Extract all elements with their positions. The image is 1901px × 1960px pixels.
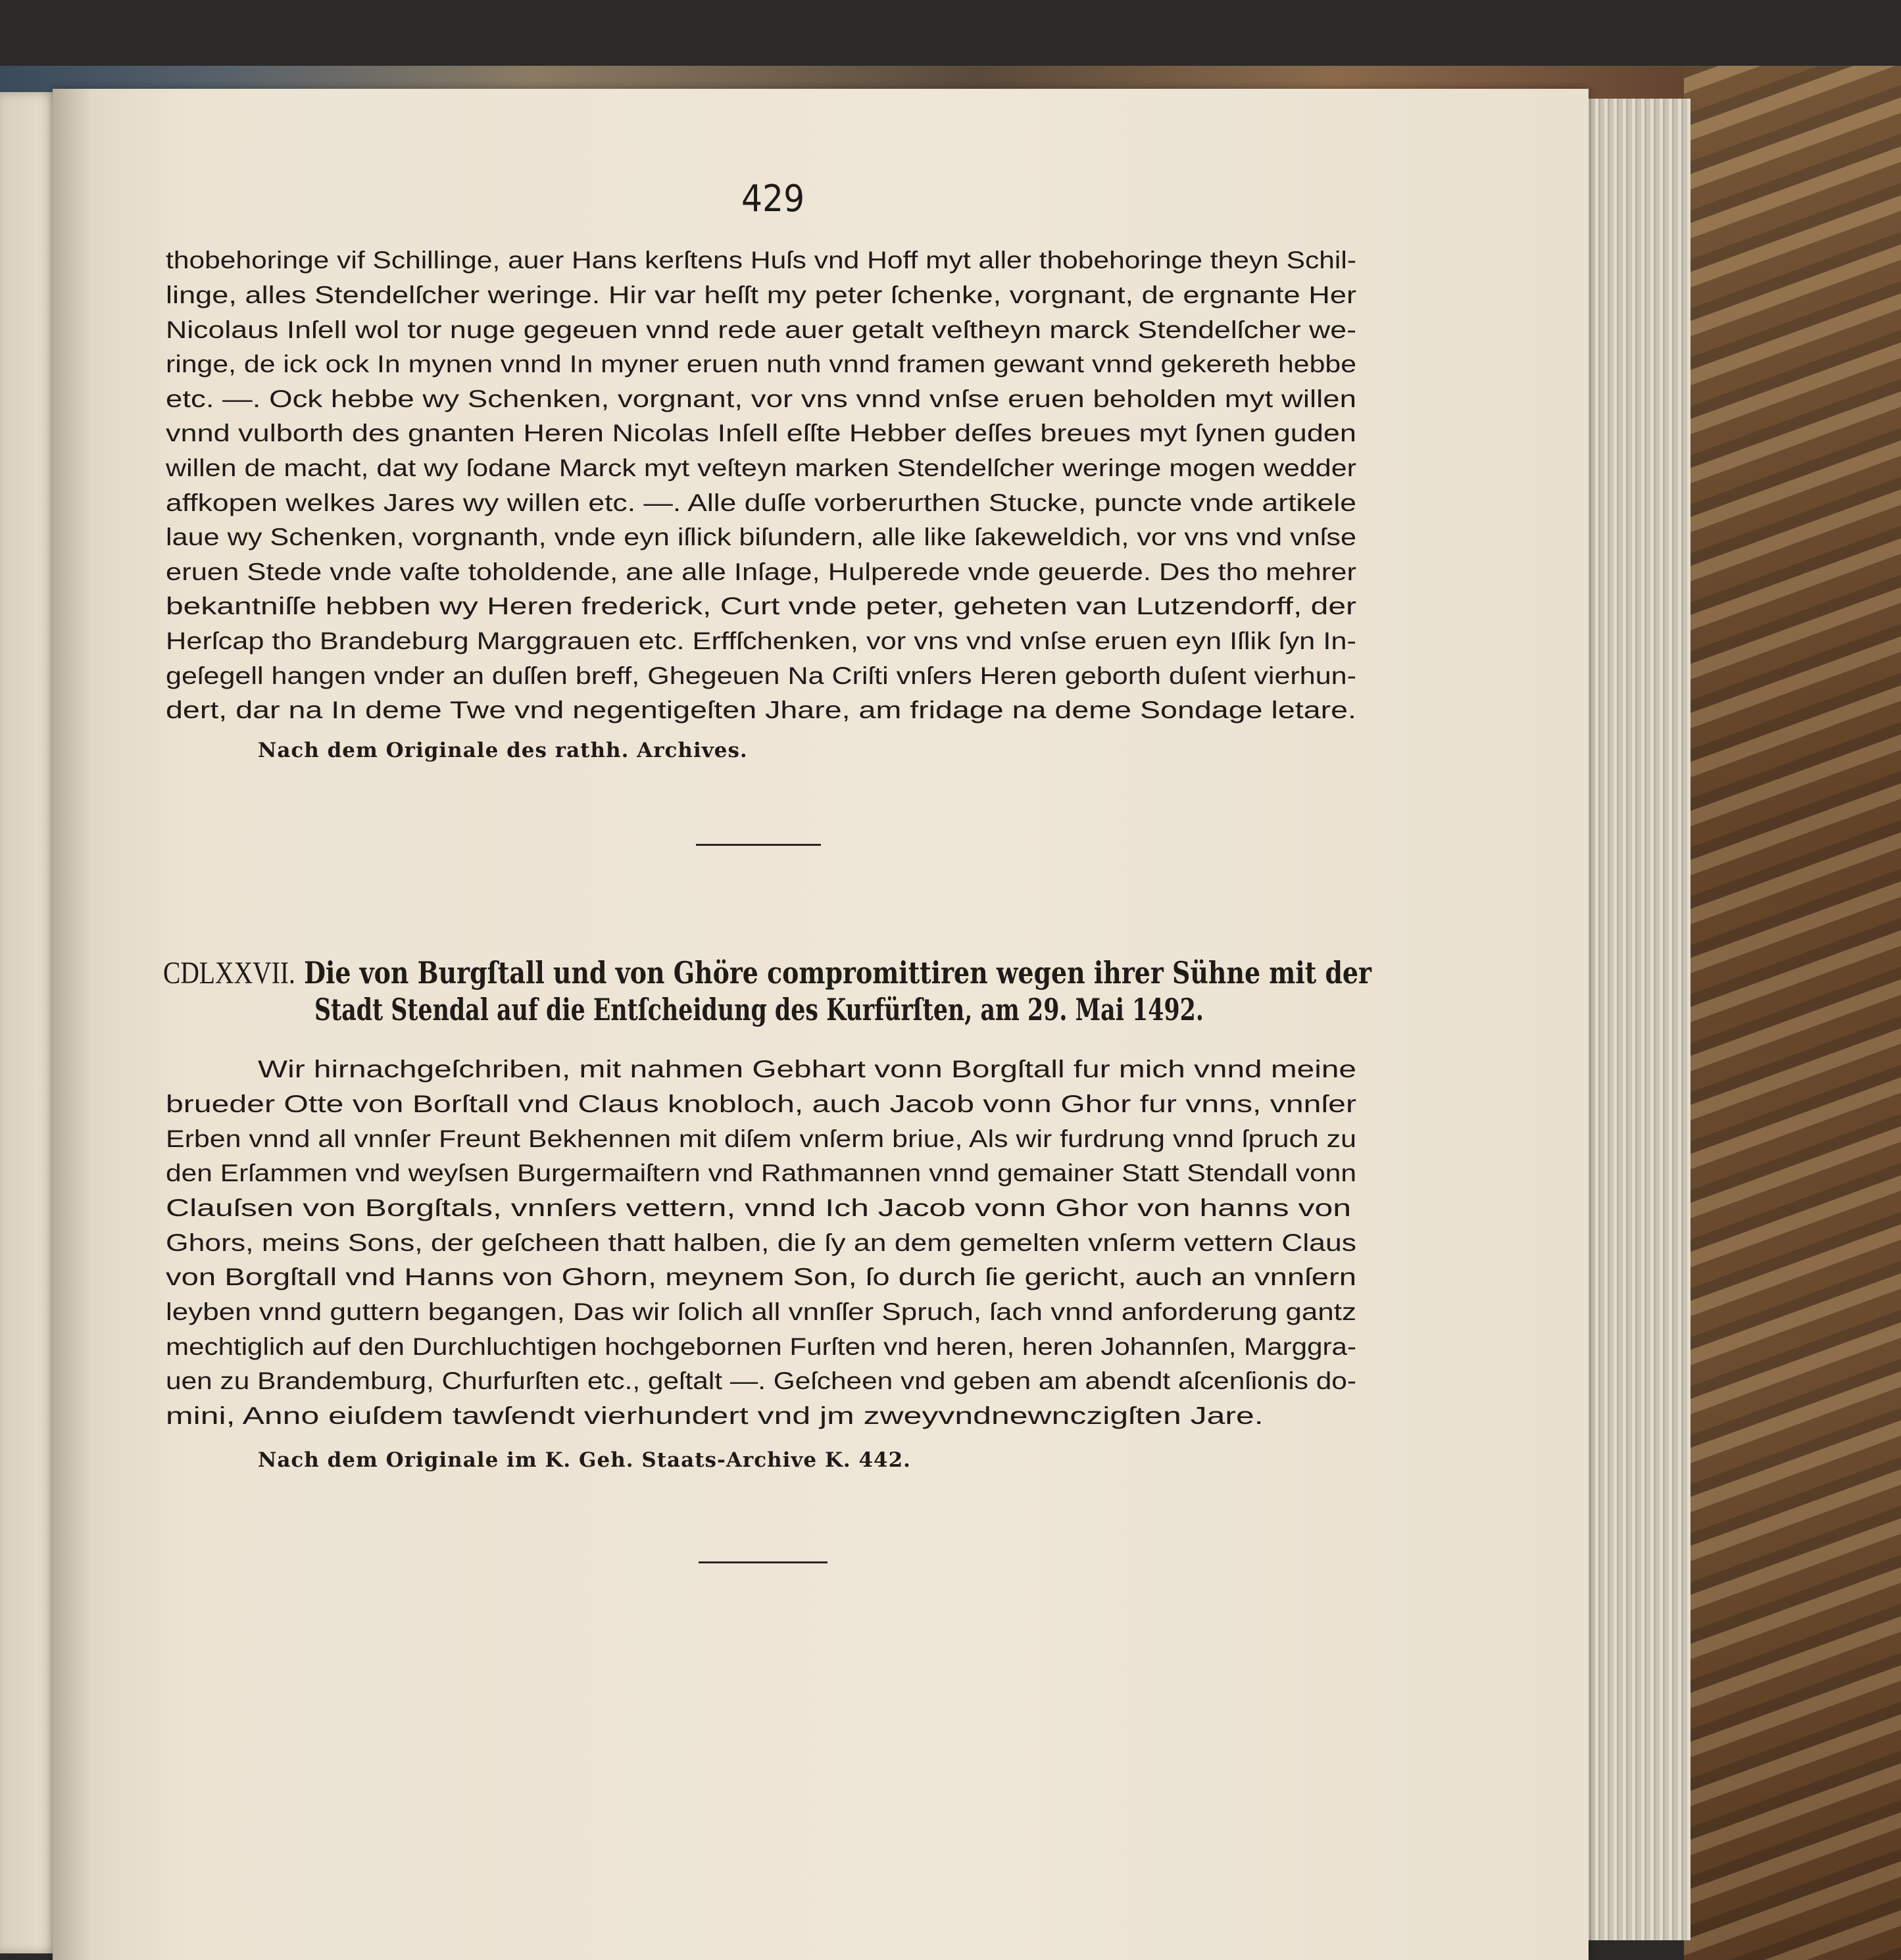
source-note: Nach dem Originale des rathh. Archives.	[258, 739, 748, 762]
text-line: Erben vnnd all vnnſer Freunt Bekhennen mit diſem vnſerm briue, Als wir furdrung vnnd ſpruch zu	[166, 1125, 1356, 1152]
text-line: thobehoringe vif Schillinge, auer Hans kerſtens Huſs vnd Hoff myt aller thobehoringe theyn Schil-	[166, 247, 1356, 274]
text-line: eruen Stede vnde vaſte toholdende, ane alle Inſage, Hulperede vnde geuerde. Des tho mehrer	[166, 558, 1356, 585]
text-line: leyben vnnd guttern begangen, Das wir ſolich all vnnſſer Spruch, ſach vnnd anforderung gantz	[166, 1298, 1356, 1325]
section-divider	[696, 844, 821, 846]
text-line: von Borgſtall vnd Hanns von Ghorn, meynem Son, ſo durch ſie gericht, auch an vnnſern	[166, 1263, 1356, 1290]
source-note: Nach dem Originale im K. Geh. Staats-Archive K. 442.	[258, 1448, 911, 1472]
text-line: Nicolaus Inſell wol tor nuge gegeuen vnnd rede auer getalt veſtheyn marck Stendelſcher we-	[166, 316, 1356, 343]
text-line: ringe, de ick ock In mynen vnnd In myner eruen nuth vnnd framen gewant vnnd gekereth hebbe	[166, 351, 1356, 378]
marbled-cover	[1684, 66, 1901, 1960]
text-line: dert, dar na In deme Twe vnd negentigeſten Jhare, am fridage na deme Sondage letare.	[166, 697, 1356, 723]
text-line: willen de macht, dat wy ſodane Marck myt veſteyn marken Stendelſcher weringe mogen wedder	[166, 454, 1356, 481]
text-line: vnnd vulborth des gnanten Heren Nicolas Inſell eſſte Hebber deſſes breues myt ſynen guden	[166, 420, 1356, 447]
charter-number: CDLXXVII.	[163, 956, 295, 991]
page-edges	[1582, 99, 1691, 1940]
text-line: Wir hirnachgeſchriben, mit nahmen Gebhart vonn Borgſtall fur mich vnnd meine	[258, 1056, 1356, 1083]
text-line: Ghors, meins Sons, der geſcheen thatt halben, die ſy an dem gemelten vnſerm vettern Claus	[166, 1229, 1356, 1256]
text-line: Clauſsen von Borgſtals, vnnſers vettern, vnnd Ich Jacob vonn Ghor von hanns von	[166, 1194, 1352, 1221]
text-line: laue wy Schenken, vorgnanth, vnde eyn iſlick biſundern, alle like ſakeweldich, vor vns vnd vnſse	[166, 524, 1356, 551]
text-line: Herſcap tho Brandeburg Marggrauen etc. Erffſchenken, vor vns vnd vnſse eruen eyn Iſlik ſyn In-	[166, 627, 1356, 654]
charter-heading-line-2: Stadt Stendal auf die Entſcheidung des Kurfürſten, am 29. Mai 1492.	[314, 992, 1204, 1027]
section-divider	[699, 1561, 827, 1563]
text-line: geſegell hangen vnder an duſſen breff, Ghegeuen Na Criſti vnſers Heren geborth duſent vierhun-	[166, 662, 1356, 689]
page-number: 429	[741, 178, 805, 220]
text-line: mini, Anno eiuſdem tawſendt vierhundert vnd jm zweyvndnewnczigſten Jare.	[166, 1402, 1264, 1429]
text-line: uen zu Brandemburg, Churfurſten etc., geſtalt —. Geſcheen vnd geben am abendt aſcenſionis do-	[166, 1367, 1356, 1394]
text-line: affkopen welkes Jares wy willen etc. —. Alle duſſe vorberurthen Stucke, puncte vnde artikele	[166, 489, 1356, 516]
charter-heading-line-1	[163, 955, 1371, 991]
text-line: mechtiglich auf den Durchluchtigen hochgebornen Furſten vnd heren, heren Johannſen, Marggra-	[166, 1333, 1356, 1360]
charter-title-part-1: Die von Burgſtall und von Ghöre compromittiren wegen ihrer Sühne mit der	[304, 955, 1371, 991]
text-line: bekantniſſe hebben wy Heren frederick, Curt vnde peter, geheten van Lutzendorff, der	[166, 593, 1356, 620]
text-line: brueder Otte von Borſtall vnd Claus knobloch, auch Jacob vonn Ghor fur vnns, vnnſer	[166, 1090, 1356, 1117]
text-line: den Erſammen vnd weyſsen Burgermaiſtern vnd Rathmannen vnnd gemainer Statt Stendall vonn	[166, 1160, 1356, 1187]
text-line: linge, alles Stendelſcher weringe. Hir var heſſt my peter ſchenke, vorgnant, de ergnante Her	[166, 282, 1356, 308]
text-line: etc. —. Ock hebbe wy Schenken, vorgnant, vor vns vnnd vnſse eruen beholden myt willen	[166, 385, 1356, 412]
